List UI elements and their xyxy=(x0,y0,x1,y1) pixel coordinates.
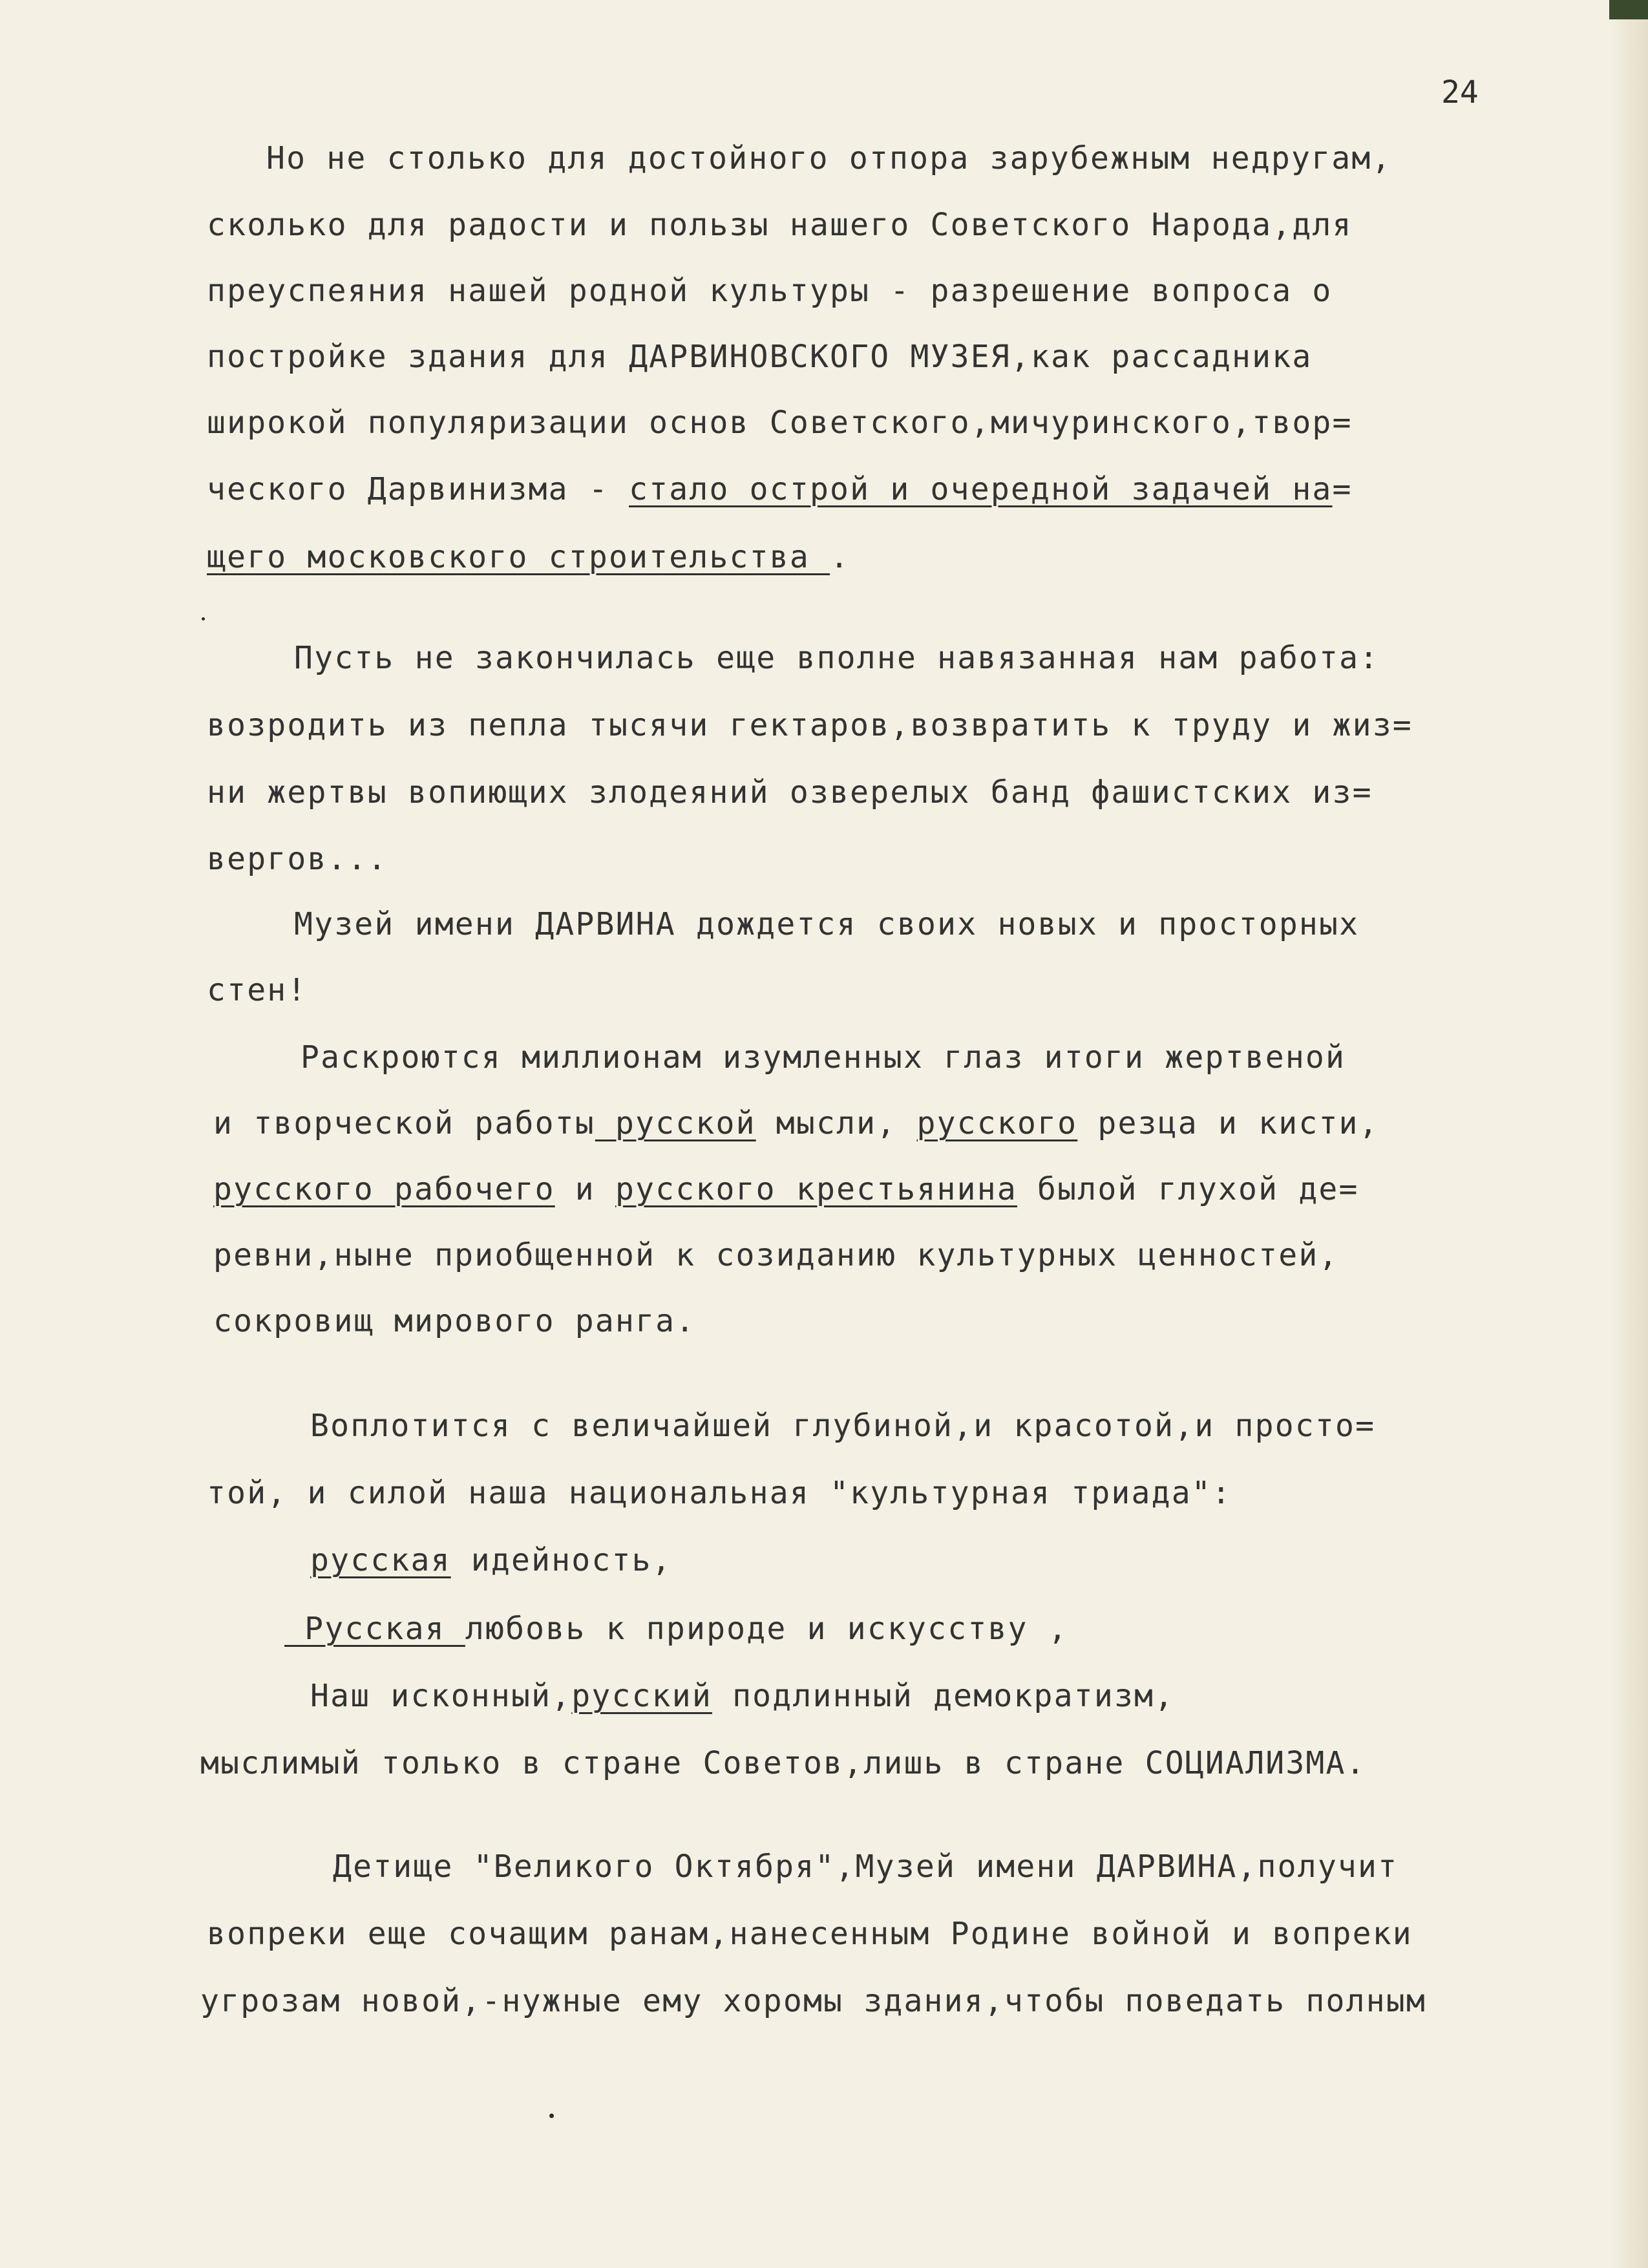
text-line: сокровищ мирового ранга. xyxy=(213,1303,696,1339)
underlined-phrase: русского крестьянина xyxy=(615,1171,1017,1207)
text-line: ческого Дарвинизма - стало острой и очередной задачей на= xyxy=(207,471,1353,507)
text-line: Воплотится с величайшей глубиной,и красотой,и просто= xyxy=(310,1408,1376,1444)
text-line: стен! xyxy=(207,972,308,1008)
corner-mark xyxy=(1609,0,1648,19)
text-line: Детище "Великого Октября",Музей имени ДАРВИНА,получит xyxy=(333,1849,1399,1885)
text-line: ни жертвы вопиющих злодеяний озверелых банд фашистских из= xyxy=(207,774,1373,811)
text-line: щего московского строительства . xyxy=(207,539,850,575)
ink-speck xyxy=(202,617,205,620)
text-line: ревни,ныне приобщенной к созиданию культурных ценностей, xyxy=(213,1237,1339,1273)
text-line: вопреки еще сочащим ранам,нанесенным Родине войной и вопреки xyxy=(207,1916,1413,1952)
text-line: и творческой работы русской мысли, русского резца и кисти, xyxy=(213,1105,1379,1141)
text-line: угрозам новой,-нужные ему хоромы здания,чтобы поведать полным xyxy=(200,1983,1427,2019)
text-line: русская идейность, xyxy=(310,1542,672,1578)
underlined-phrase: щего московского строительства xyxy=(207,539,830,575)
underlined-phrase: стало острой и очередной задачей на xyxy=(629,471,1333,507)
underlined-phrase: русская xyxy=(310,1542,451,1578)
text-line: Музей имени ДАРВИНА дождется своих новых и просторных xyxy=(294,906,1360,942)
text-line: Раскроются миллионам изумленных глаз итоги жертвеной xyxy=(301,1039,1346,1076)
text-line: постройке здания для ДАРВИНОВСКОГО МУЗЕЯ,как рассадника xyxy=(207,339,1313,375)
text-line: Но не столько для достойного отпора зарубежным недругам, xyxy=(266,140,1392,176)
text-line: сколько для радости и пользы нашего Советского Народа,для xyxy=(207,207,1353,243)
page-number: 24 xyxy=(1441,74,1479,111)
text-line: той, и силой наша национальная "культурная триада": xyxy=(207,1475,1232,1511)
underlined-phrase: русского xyxy=(916,1105,1078,1141)
paper-edge xyxy=(1609,0,1648,2268)
text-line: возродить из пепла тысячи гектаров,возвратить к труду и жиз= xyxy=(207,707,1413,743)
text-line: мыслимый только в стране Советов,лишь в стране СОЦИАЛИЗМА. xyxy=(200,1745,1366,1781)
text-line: преуспеяния нашей родной культуры - разрешение вопроса о xyxy=(207,273,1333,309)
text-line: Наш исконный,русский подлинный демократизм, xyxy=(310,1678,1175,1714)
text-line: Русская любовь к природе и искусству , xyxy=(284,1611,1068,1647)
underlined-phrase: русского рабочего xyxy=(213,1171,555,1207)
underlined-phrase: русский xyxy=(571,1678,712,1714)
underlined-phrase: Русская xyxy=(284,1611,465,1647)
underlined-phrase: русской xyxy=(595,1105,756,1141)
ink-speck xyxy=(549,2114,554,2118)
text-line: вергов... xyxy=(207,841,388,877)
text-line: русского рабочего и русского крестьянина былой глухой де= xyxy=(213,1171,1359,1207)
text-line: широкой популяризации основ Советского,мичуринского,твор= xyxy=(207,405,1353,441)
text-line: Пусть не закончилась еще вполне навязанная нам работа: xyxy=(294,640,1380,676)
